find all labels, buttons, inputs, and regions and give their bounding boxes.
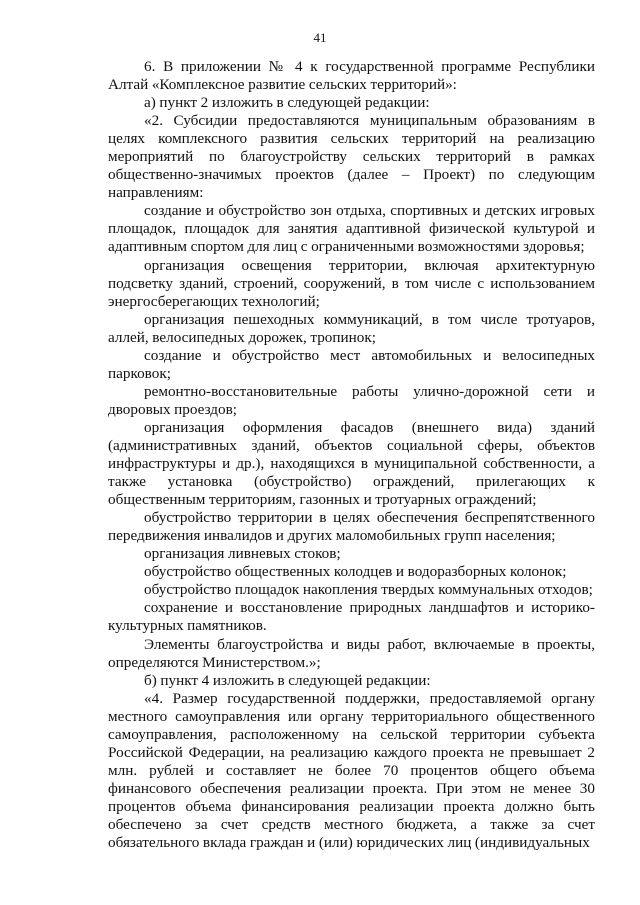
paragraph: организация пешеходных коммуникаций, в том числе тротуаров, аллей, велосипедных дорожек, тропинок; bbox=[108, 310, 595, 346]
paragraph: «2. Субсидии предоставляются муниципальным образованиям в целях комплексного развития сельских территорий на реализацию мероприятий по благоустройству сельских территорий в рамках общественно-значимых проектов (далее – Проект) по следующим направлениям: bbox=[108, 112, 595, 202]
paragraph: 6. В приложении № 4 к государственной программе Республики Алтай «Комплексное развитие сельских территорий»: bbox=[108, 58, 595, 94]
paragraph: создание и обустройство зон отдыха, спортивных и детских игровых площадок, площадок для занятия адаптивной физической культурой и адаптивным спортом для лиц с ограниченными возможностями здоровья; bbox=[108, 202, 595, 256]
paragraph: организация оформления фасадов (внешнего вида) зданий (административных зданий, объектов социальной сферы, объектов инфраструктуры и др.), находящихся в муниципальной собственности, а также установка (обустройство) ограждений, прилегающих к общественным территориям, газонных и тротуарных ограждений; bbox=[108, 418, 595, 509]
paragraph: б) пункт 4 изложить в следующей редакции: bbox=[144, 671, 431, 689]
paragraph: «4. Размер государственной поддержки, предоставляемой органу местного самоуправления или органу территориального общественного самоуправления, расположенному на сельской территории субъекта Российской Федерации, на реализацию каждого проекта не превышает 2 млн. рублей и составляет не более 70 процентов общего объема финансового обеспечения реализации проекта. При этом не менее 30 процентов объема финансирования реализации проекта должно быть обеспечено за счет средств местного бюджета, а также за счет обязательного вклада граждан и (или) юридических лиц (индивидуальных bbox=[108, 689, 595, 852]
page-number: 41 bbox=[313, 30, 327, 45]
paragraph: обустройство территории в целях обеспечения беспрепятственного передвижения инвалидов и других маломобильных групп населения; bbox=[108, 509, 595, 545]
paragraph: организация ливневых стоков; bbox=[144, 545, 341, 563]
paragraph: создание и обустройство мест автомобильных и велосипедных парковок; bbox=[108, 346, 595, 382]
document-body bbox=[108, 58, 595, 852]
paragraph: Элементы благоустройства и виды работ, включаемые в проекты, определяются Министерством.»; bbox=[108, 635, 595, 671]
paragraph: организация освещения территории, включая архитектурную подсветку зданий, строений, сооружений, в том числе с использованием энергосберегающих технологий; bbox=[108, 256, 595, 310]
paragraph: а) пункт 2 изложить в следующей редакции: bbox=[144, 94, 430, 112]
paragraph: обустройство площадок накопления твердых коммунальных отходов; bbox=[144, 581, 593, 599]
paragraph: обустройство общественных колодцев и водоразборных колонок; bbox=[144, 563, 567, 581]
paragraph: ремонтно-восстановительные работы улично-дорожной сети и дворовых проездов; bbox=[108, 382, 595, 418]
paragraph: сохранение и восстановление природных ландшафтов и историко-культурных памятников. bbox=[108, 599, 595, 635]
